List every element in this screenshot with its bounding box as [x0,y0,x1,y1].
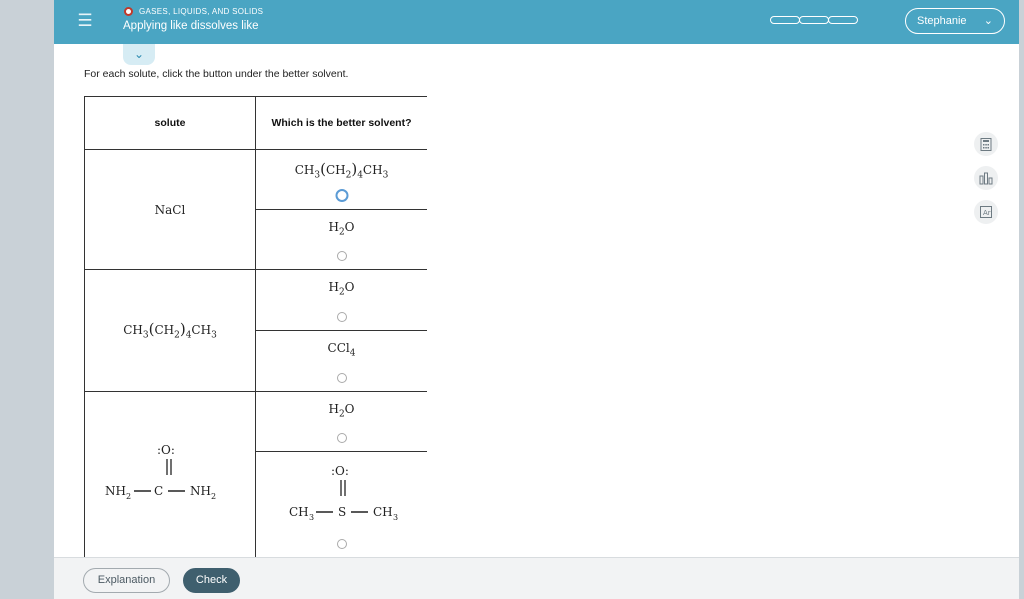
radio-button[interactable] [337,539,347,549]
svg-text:NH: NH [105,484,126,498]
table-header-row [85,97,428,150]
solvent-option[interactable] [256,392,428,452]
svg-text:CH: CH [288,505,309,519]
instruction-text: For each solute, click the button under the better solvent. [84,68,349,80]
progress-segment [770,16,800,24]
solute-urea-structure [105,439,235,509]
radio-button[interactable] [337,433,347,443]
solvent-option[interactable] [256,270,428,331]
solute-hexane: $CH_3(CH_2)_4CH_3$ [123,320,217,341]
svg-text:3: 3 [308,513,314,522]
topic-label: GASES, LIQUIDS, AND SOLIDS [139,7,264,16]
status-dot-icon [124,7,133,16]
solute-cell [85,150,256,270]
solvent-hexane: $CH_3(CH_2)_4CH_3$ [294,160,389,181]
top-bar [54,0,1019,44]
user-name: Stephanie [917,15,967,27]
bottom-bar [54,557,1019,599]
page-title: Applying like dissolves like [123,20,259,32]
svg-text:Ar: Ar [983,209,991,217]
svg-text::O:: :O: [330,464,349,478]
svg-text:C: C [154,484,164,498]
svg-text:NH: NH [190,484,211,498]
solvent-option[interactable] [256,452,428,558]
user-menu-button[interactable] [905,8,1005,34]
svg-text:CH: CH [372,505,393,519]
solvent-water: $H_2O$ [328,402,355,420]
solvent-water: $H_2O$ [328,280,355,298]
chart-icon[interactable] [974,166,998,190]
solvent-water: $H_2O$ [328,220,355,238]
chevron-down-icon: ⌄ [983,15,993,27]
svg-text:2: 2 [211,492,217,501]
table-row [85,270,428,331]
app-frame [54,0,1019,599]
radio-button[interactable] [337,373,347,383]
explanation-button[interactable]: Explanation [83,568,170,593]
radio-button[interactable] [337,251,347,261]
table-row [85,392,428,452]
svg-text:S: S [337,505,346,519]
progress-bar [770,16,857,24]
svg-text:2: 2 [126,492,132,501]
solvent-dmso-structure [277,460,407,530]
progress-segment [828,16,858,24]
solute-cell [85,392,256,558]
topic-row [124,7,263,16]
solvent-option[interactable] [256,150,428,210]
solvent-option[interactable] [256,210,428,270]
tool-sidebar [974,132,998,234]
solute-nacl: NaCl [154,202,186,217]
solvent-table-container [84,96,427,557]
solvent-ccl4: CCl$_4$ [327,341,356,359]
periodic-table-icon[interactable] [974,200,998,224]
solvent-option[interactable] [256,331,428,392]
hamburger-icon[interactable]: ☰ [77,11,93,30]
solute-cell [85,270,256,392]
svg-text:3: 3 [392,513,398,522]
solvent-table [84,96,427,557]
header-solvent: Which is the better solvent? [256,97,428,150]
header-solute: solute [85,97,256,150]
radio-button[interactable] [337,312,347,322]
check-button[interactable]: Check [183,568,240,593]
radio-button[interactable] [335,189,348,202]
table-row [85,150,428,210]
chevron-down-icon: ⌄ [133,47,145,61]
progress-segment [799,16,829,24]
svg-text::O:: :O: [157,443,175,457]
calculator-icon[interactable] [974,132,998,156]
right-edge [1019,0,1024,599]
collapse-toggle[interactable] [123,44,155,65]
